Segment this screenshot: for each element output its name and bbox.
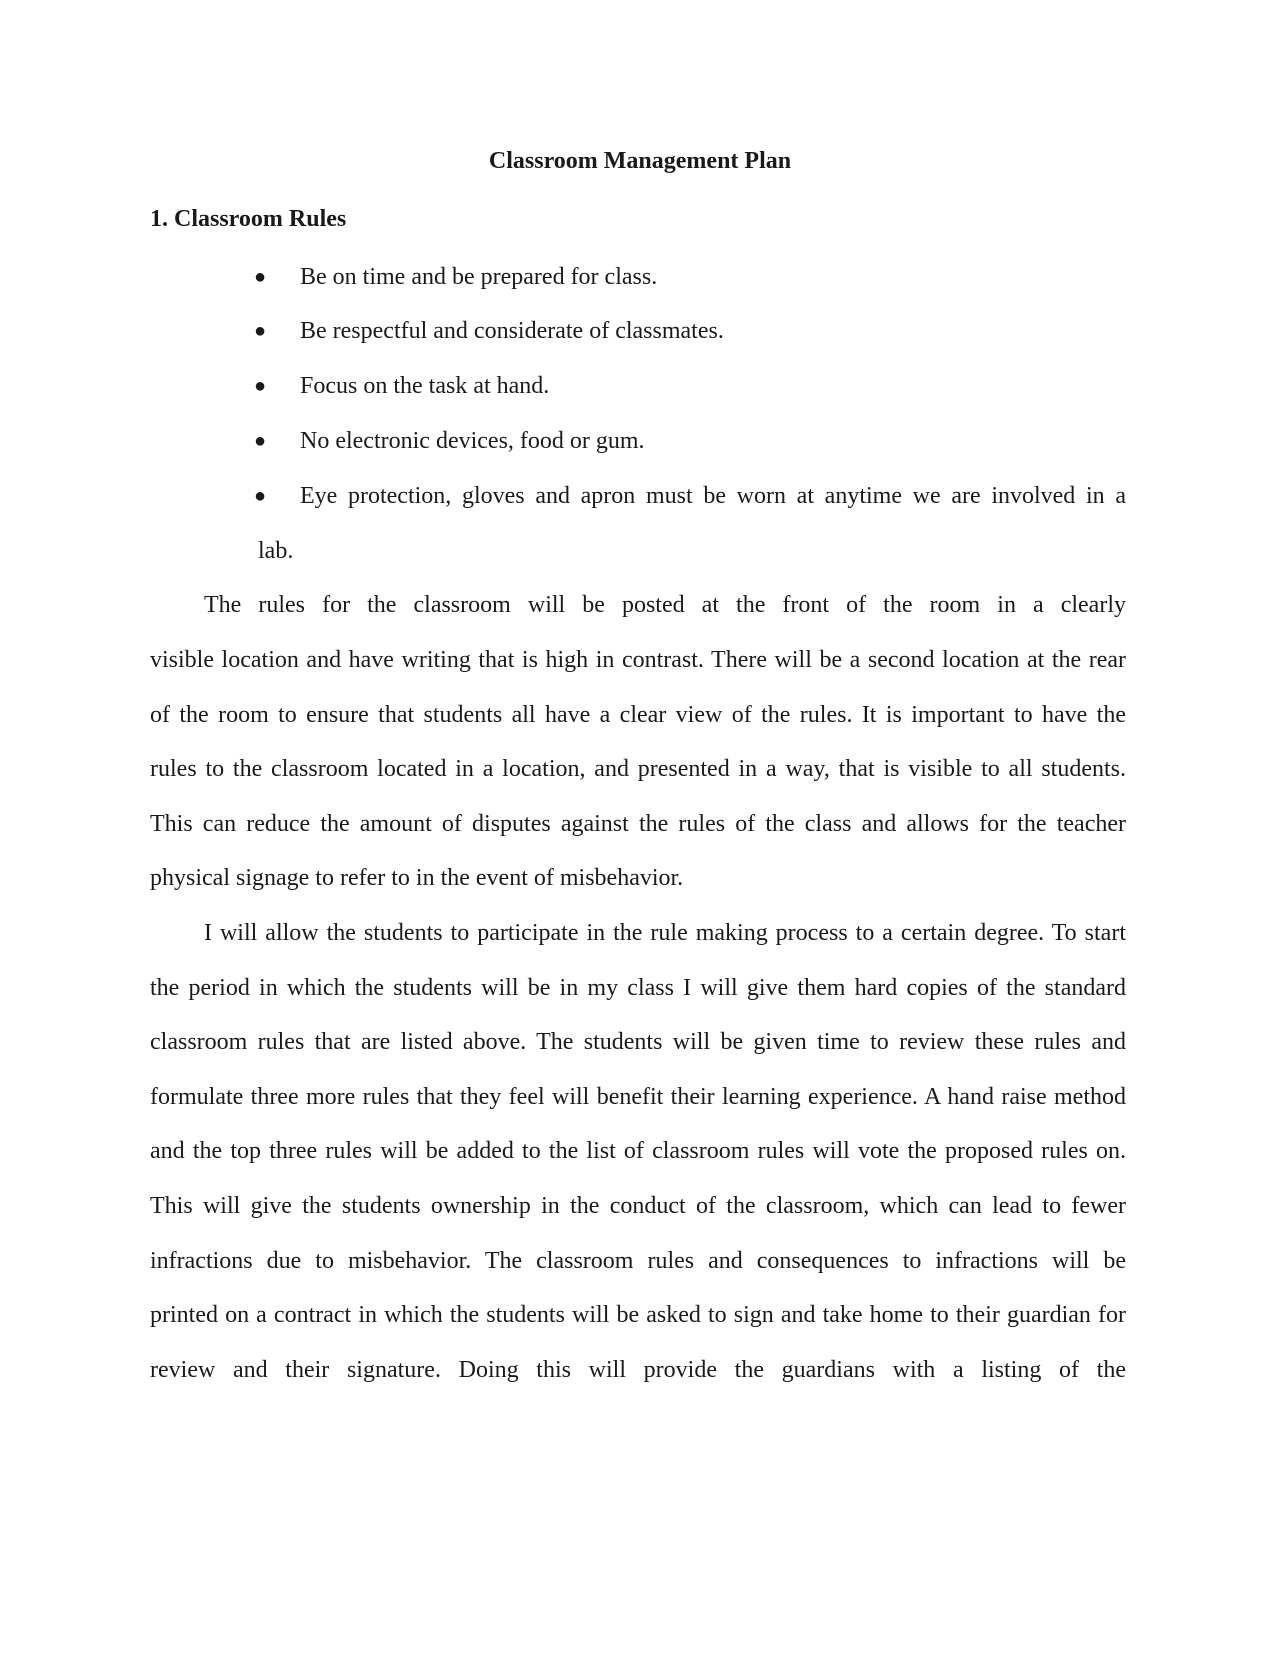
paragraph-2-line: printed on a contract in which the students will be asked to sign and take home to their guardian for: [150, 1302, 1126, 1328]
rule-continuation: lab.: [258, 538, 294, 564]
rule-text: Focus on the task at hand.: [300, 373, 550, 399]
paragraph-1-line: The rules for the classroom will be posted at the front of the room in a clearly: [204, 592, 1126, 618]
paragraph-2-line: formulate three more rules that they feel will benefit their learning experience. A hand raise method: [150, 1084, 1126, 1110]
bullet-icon: ●: [254, 375, 267, 397]
paragraph-2-line: infractions due to misbehavior. The classroom rules and consequences to infractions will be: [150, 1248, 1126, 1274]
bullet-icon: ●: [254, 430, 267, 452]
rule-text: Eye protection, gloves and apron must be worn at anytime we are involved in a: [300, 483, 1126, 509]
paragraph-1-line: This can reduce the amount of disputes against the rules of the class and allows for the teacher: [150, 811, 1126, 837]
bullet-icon: ●: [254, 320, 267, 342]
section-heading: 1. Classroom Rules: [150, 206, 347, 232]
paragraph-1-line: physical signage to refer to in the event of misbehavior.: [150, 865, 684, 891]
document-title: Classroom Management Plan: [488, 148, 792, 174]
paragraph-2-line: classroom rules that are listed above. The students will be given time to review these rules and: [150, 1029, 1126, 1055]
paragraph-2-line: the period in which the students will be in my class I will give them hard copies of the standard: [150, 975, 1126, 1001]
paragraph-1-line: of the room to ensure that students all have a clear view of the rules. It is important to have the: [150, 702, 1126, 728]
paragraph-1-line: rules to the classroom located in a location, and presented in a way, that is visible to all students.: [150, 756, 1126, 782]
rule-text: Be on time and be prepared for class.: [300, 264, 658, 290]
paragraph-2-line: This will give the students ownership in the conduct of the classroom, which can lead to fewer: [150, 1193, 1126, 1219]
paragraph-1-line: visible location and have writing that is high in contrast. There will be a second location at the rear: [150, 647, 1126, 673]
bullet-icon: ●: [254, 485, 267, 507]
rule-text: No electronic devices, food or gum.: [300, 428, 645, 454]
rule-text: Be respectful and considerate of classmates.: [300, 318, 724, 344]
bullet-icon: ●: [254, 266, 267, 288]
paragraph-2-line: and the top three rules will be added to the list of classroom rules will vote the proposed rules on.: [150, 1138, 1126, 1164]
paragraph-2-line: review and their signature. Doing this will provide the guardians with a listing of the: [150, 1357, 1126, 1383]
paragraph-2-line: I will allow the students to participate in the rule making process to a certain degree. To start: [204, 920, 1126, 946]
